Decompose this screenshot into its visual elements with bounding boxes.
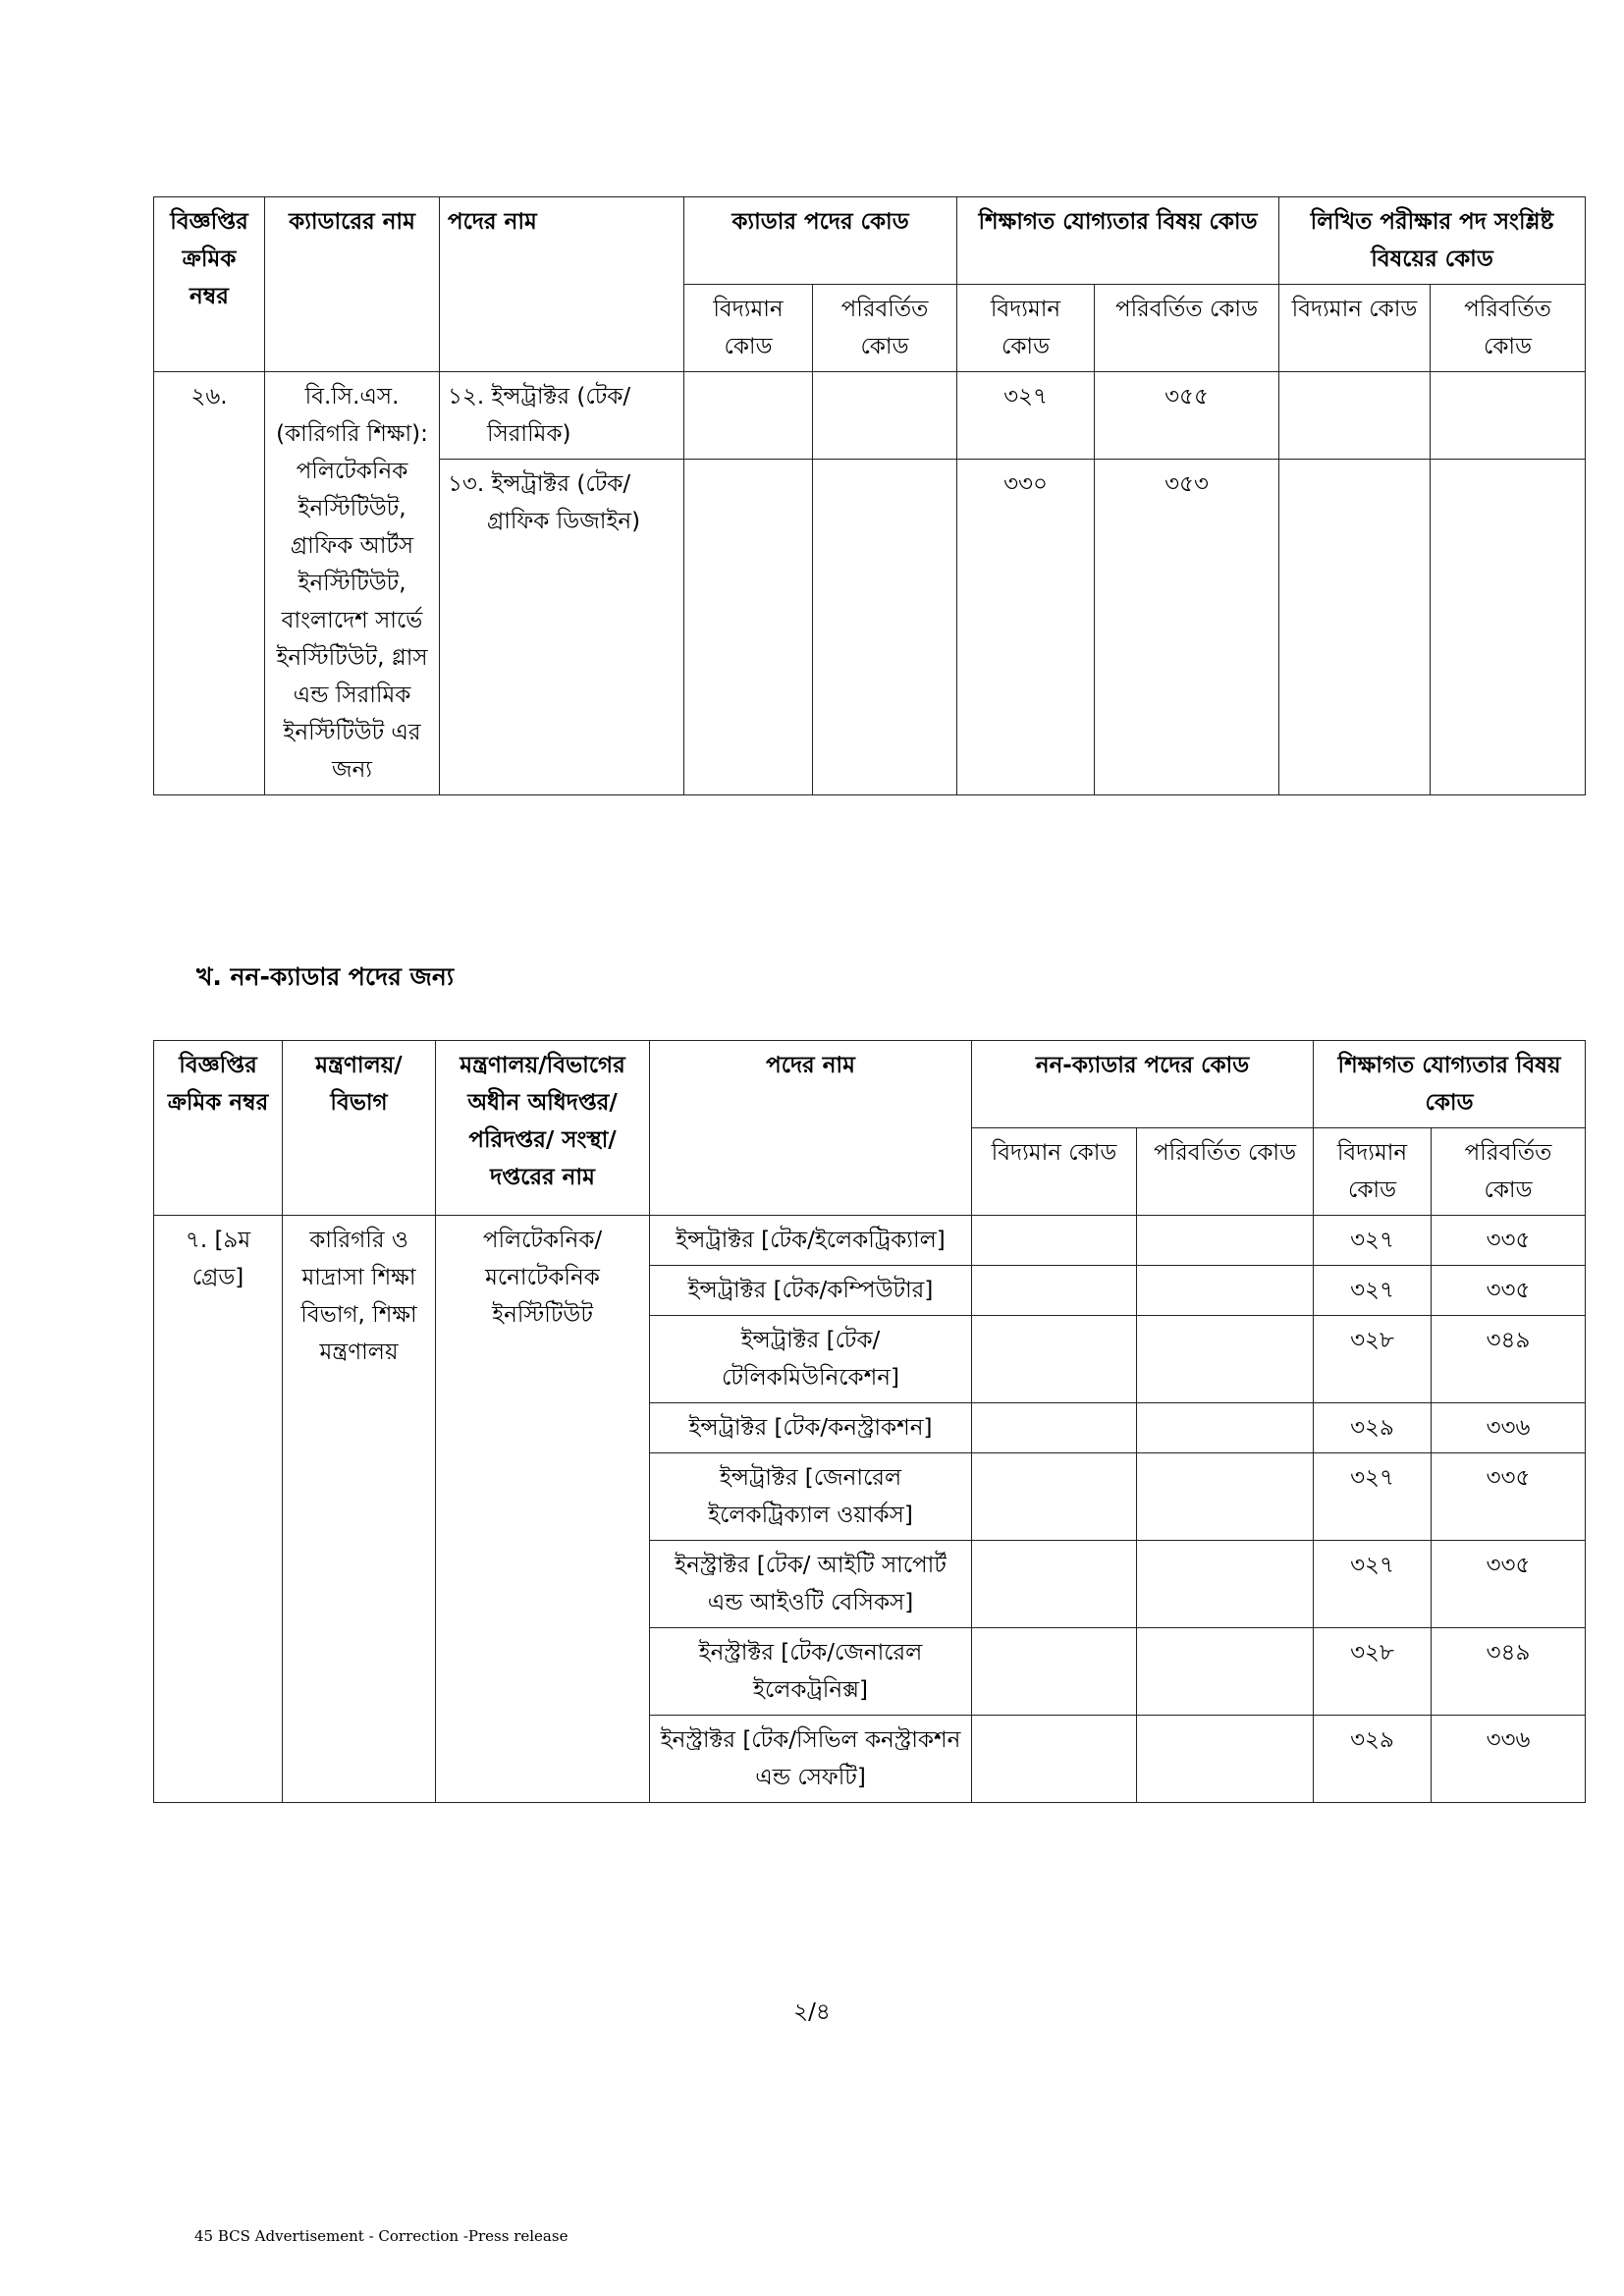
post-cell: ইন্সট্রাক্টর [টেক/টেলিকমিউনিকেশন] [650,1316,972,1403]
written-changed-cell [1431,372,1586,460]
subheader-existing-code: বিদ্যমান কোড [684,285,813,372]
noncadre-changed-cell [1137,1316,1314,1403]
header-serial: বিজ্ঞপ্তির ক্রমিক নম্বর [154,1041,283,1216]
header-post-name: পদের নাম [650,1041,972,1216]
subheader-existing-code: বিদ্যমান কোড [957,285,1095,372]
edu-changed-cell: ৩৩৫ [1432,1453,1586,1541]
edu-existing-cell: ৩২৭ [1314,1541,1432,1628]
post-cell: ১২. ইন্সট্রাক্টর (টেক/সিরামিক) [440,372,684,460]
noncadre-changed-cell [1137,1266,1314,1316]
subheader-existing-code: বিদ্যমান কোড [1314,1128,1432,1216]
subheader-changed-code: পরিবর্তিত কোড [1431,285,1586,372]
edu-changed-cell: ৩৪৯ [1432,1628,1586,1716]
header-edu-subject-code: শিক্ষাগত যোগ্যতার বিষয় কোড [1314,1041,1586,1128]
written-existing-cell [1279,460,1431,795]
post-cell: ইন্সট্রাক্টর [টেক/কম্পিউটার] [650,1266,972,1316]
non-cadre-table [153,1040,1586,1803]
edu-changed-cell: ৩৩৫ [1432,1541,1586,1628]
cadre-table [153,196,1586,795]
noncadre-existing-cell [972,1216,1137,1266]
noncadre-existing-cell [972,1453,1137,1541]
post-cell: ১৩. ইন্সট্রাক্টর (টেক/গ্রাফিক ডিজাইন) [440,460,684,795]
header-cadre-post-code: ক্যাডার পদের কোড [684,197,957,285]
edu-existing-cell: ৩২৮ [1314,1628,1432,1716]
cadre-changed-cell [813,460,957,795]
cadre-existing-cell [684,460,813,795]
edu-existing-cell: ৩২৭ [1314,1216,1432,1266]
post-cell: ইন্সট্রাক্টর [টেক/কনস্ট্রাকশন] [650,1403,972,1453]
edu-changed-cell: ৩৫৩ [1095,460,1279,795]
noncadre-changed-cell [1137,1216,1314,1266]
written-changed-cell [1431,460,1586,795]
section-heading: খ. নন-ক্যাডার পদের জন্য [196,962,455,991]
post-cell: ইনস্ট্রাক্টর [টেক/ আইটি সাপোর্ট এন্ড আইওটি বেসিকস] [650,1541,972,1628]
subheader-existing-code: বিদ্যমান কোড [1279,285,1431,372]
noncadre-existing-cell [972,1716,1137,1803]
edu-changed-cell: ৩৩৫ [1432,1216,1586,1266]
table-row [154,372,1586,460]
subheader-changed-code: পরিবর্তিত কোড [1432,1128,1586,1216]
cadre-cell: বি.সি.এস. (কারিগরি শিক্ষা): পলিটেকনিক ইনস্টিটিউট, গ্রাফিক আর্টস ইনস্টিটিউট, বাংলাদেশ সার্ভে ইনস্টিটিউট, গ্লাস এন্ড সিরামিক ইনস্টিটিউট এর জন্য [265,372,440,795]
subheader-changed-code: পরিবর্তিত কোড [1095,285,1279,372]
post-cell: ইন্সট্রাক্টর [জেনারেল ইলেকট্রিক্যাল ওয়ার্কস] [650,1453,972,1541]
serial-cell: ৭. [৯ম গ্রেড] [154,1216,283,1803]
header-written-exam-code: লিখিত পরীক্ষার পদ সংশ্লিষ্ট বিষয়ের কোড [1279,197,1586,285]
noncadre-existing-cell [972,1628,1137,1716]
footer-text: 45 BCS Advertisement - Correction -Press release [194,2227,568,2245]
noncadre-existing-cell [972,1541,1137,1628]
post-cell: ইনস্ট্রাক্টর [টেক/জেনারেল ইলেকট্রনিক্স] [650,1628,972,1716]
header-org: মন্ত্রণালয়/বিভাগের অধীন অধিদপ্তর/পরিদপ্তর/ সংস্থা/দপ্তরের নাম [436,1041,650,1216]
header-post-name: পদের নাম [440,197,684,372]
serial-cell: ২৬. [154,372,265,795]
edu-changed-cell: ৩৩৬ [1432,1403,1586,1453]
noncadre-changed-cell [1137,1403,1314,1453]
edu-existing-cell: ৩২৭ [957,372,1095,460]
edu-changed-cell: ৩৫৫ [1095,372,1279,460]
subheader-changed-code: পরিবর্তিত কোড [1137,1128,1314,1216]
header-serial: বিজ্ঞপ্তির ক্রমিক নম্বর [154,197,265,372]
page-number: ২/৪ [793,1999,831,2025]
header-ministry: মন্ত্রণালয়/ বিভাগ [283,1041,436,1216]
edu-changed-cell: ৩৩৬ [1432,1716,1586,1803]
subheader-changed-code: পরিবর্তিত কোড [813,285,957,372]
edu-existing-cell: ৩৩০ [957,460,1095,795]
post-cell: ইন্সট্রাক্টর [টেক/ইলেকট্রিক্যাল] [650,1216,972,1266]
ministry-cell: কারিগরি ও মাদ্রাসা শিক্ষা বিভাগ, শিক্ষা মন্ত্রণালয় [283,1216,436,1803]
org-cell: পলিটেকনিক/ মনোটেকনিক ইনস্টিটিউট [436,1216,650,1803]
written-existing-cell [1279,372,1431,460]
edu-changed-cell: ৩৪৯ [1432,1316,1586,1403]
edu-existing-cell: ৩২৮ [1314,1316,1432,1403]
header-cadre-name: ক্যাডারের নাম [265,197,440,372]
noncadre-changed-cell [1137,1716,1314,1803]
edu-existing-cell: ৩২৯ [1314,1403,1432,1453]
table-row [154,1216,1586,1266]
edu-existing-cell: ৩২৭ [1314,1266,1432,1316]
edu-existing-cell: ৩২৯ [1314,1716,1432,1803]
post-cell: ইনস্ট্রাক্টর [টেক/সিভিল কনস্ট্রাকশন এন্ড সেফটি] [650,1716,972,1803]
noncadre-changed-cell [1137,1628,1314,1716]
noncadre-changed-cell [1137,1453,1314,1541]
edu-existing-cell: ৩২৭ [1314,1453,1432,1541]
header-noncadre-code: নন-ক্যাডার পদের কোড [972,1041,1314,1128]
edu-changed-cell: ৩৩৫ [1432,1266,1586,1316]
noncadre-changed-cell [1137,1541,1314,1628]
cadre-changed-cell [813,372,957,460]
noncadre-existing-cell [972,1316,1137,1403]
noncadre-existing-cell [972,1403,1137,1453]
header-edu-subject-code: শিক্ষাগত যোগ্যতার বিষয় কোড [957,197,1279,285]
subheader-existing-code: বিদ্যমান কোড [972,1128,1137,1216]
cadre-existing-cell [684,372,813,460]
noncadre-existing-cell [972,1266,1137,1316]
